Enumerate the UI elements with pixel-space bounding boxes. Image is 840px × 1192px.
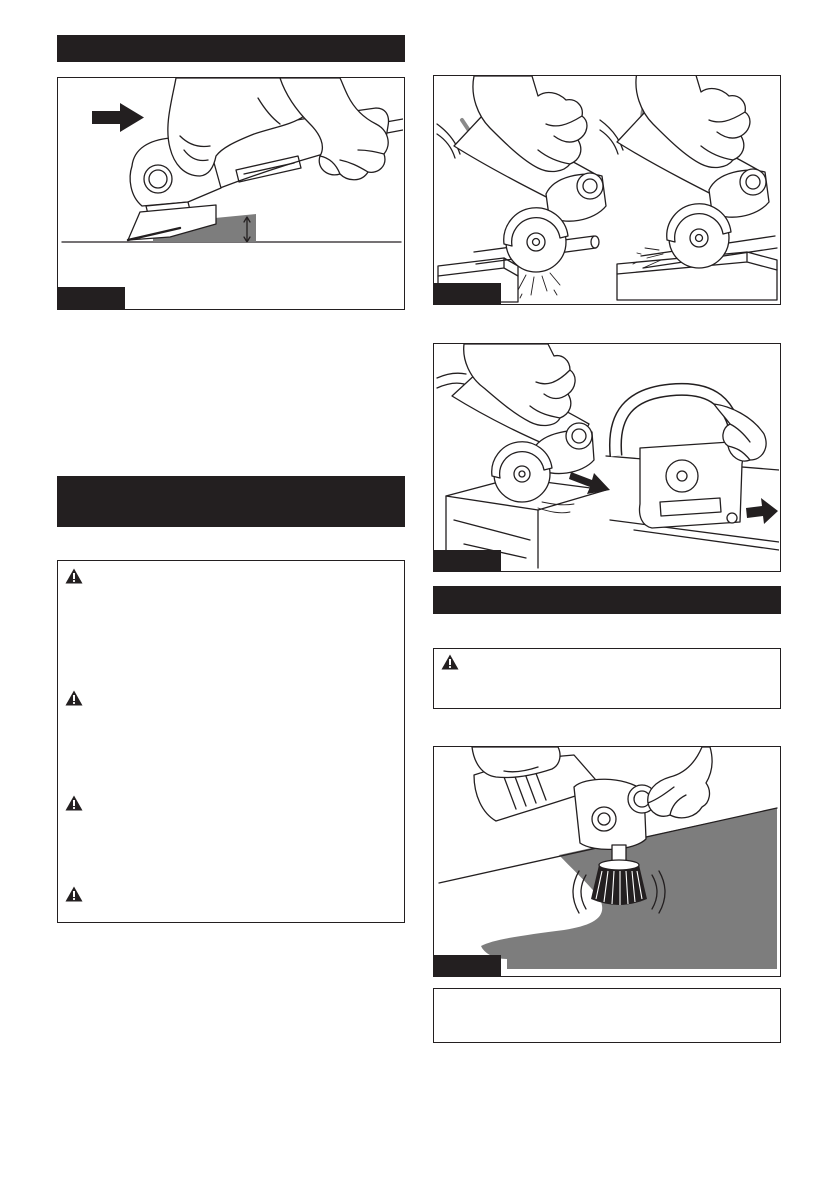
figure-cutting-direction [433, 343, 781, 572]
section-heading-bar [57, 476, 405, 527]
figure-cutting-do-and-dont [433, 75, 781, 305]
warning-triangle-icon [65, 568, 83, 584]
dust-shroud-cutting-illustration [606, 389, 779, 550]
wire-brush-illustration [434, 747, 779, 975]
power-cable [437, 124, 460, 158]
warning-box [433, 648, 781, 709]
cutting-direction-illustration [434, 344, 779, 570]
section-heading-bar [57, 35, 405, 62]
incorrect-cutting-illustration [600, 76, 777, 300]
figure-label [434, 550, 501, 571]
dust-shroud [640, 442, 743, 528]
figure-label [434, 955, 501, 976]
note-box [433, 988, 781, 1043]
power-cable [600, 120, 623, 154]
figure-label [58, 287, 125, 309]
figure-label [434, 283, 501, 304]
grinding-angle-illustration [58, 78, 403, 308]
arrow-right-icon [746, 498, 778, 524]
section-heading-bar [433, 586, 781, 614]
open-wheel-cutting-illustration [437, 344, 610, 568]
correct-cutting-illustration [437, 76, 606, 302]
warning-triangle-icon [65, 690, 83, 706]
warning-triangle-icon [441, 654, 459, 670]
power-cable [437, 373, 466, 388]
warning-triangle-icon [65, 886, 83, 902]
figure-grinding-angle [57, 77, 405, 310]
warning-box [57, 560, 405, 923]
warning-triangle-icon [65, 795, 83, 811]
cutting-do-dont-illustration [434, 76, 779, 303]
sparks [518, 273, 560, 298]
arrow-right-icon [92, 103, 144, 132]
wire-cup-brush [591, 860, 647, 905]
rear-hand [648, 747, 712, 818]
figure-wire-cup-brush [433, 746, 781, 977]
operator-hand [464, 344, 575, 425]
